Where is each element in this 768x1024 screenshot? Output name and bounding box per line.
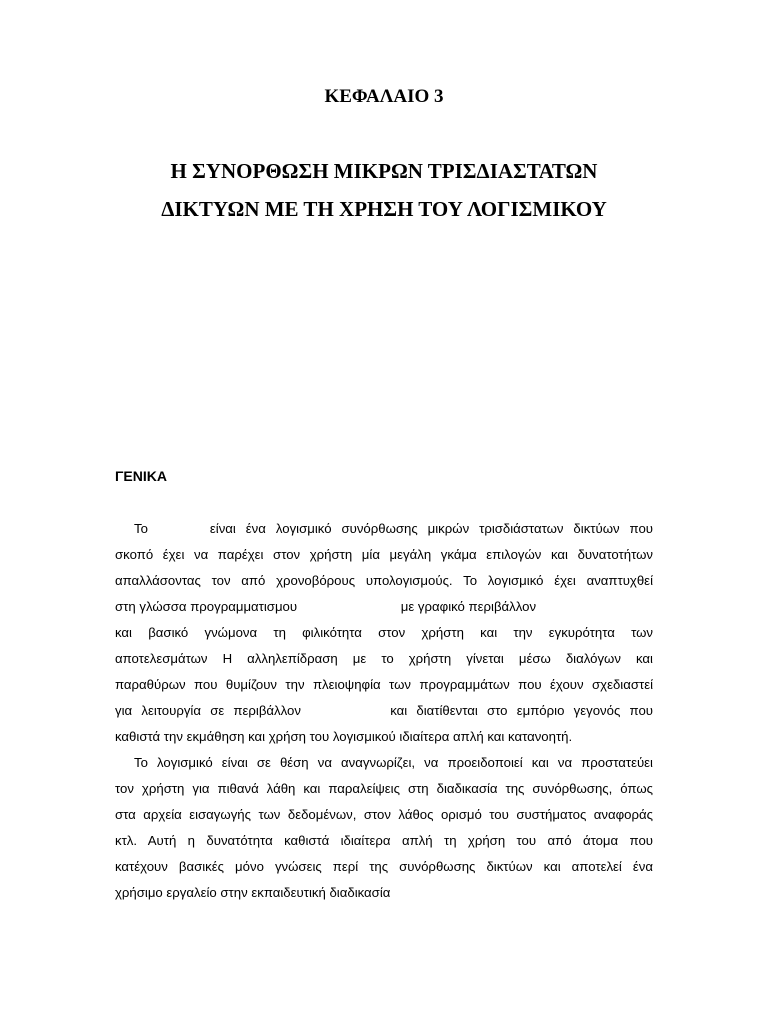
- paragraph-1-line-3: απαλλάσοντας τον από χρονοβόρους υπολογισμούς. Το λογισμικό έχει αναπτυχθεί: [115, 573, 653, 588]
- paragraph-1-line-4: [115, 594, 653, 620]
- text-span: και την εγκυρότητα των: [480, 625, 653, 640]
- text-span: Το: [134, 521, 148, 536]
- paragraph-2-line-1: Το λογισμικό είναι σε θέση να αναγνωρίζει, να προειδοποιεί και να προστατεύει: [134, 755, 653, 770]
- paragraph-1-line-6: αποτελεσμάτων Η αλληλεπίδραση με το χρήστη γίνεται μέσω διαλόγων και: [115, 651, 653, 666]
- paragraph-1-line-2: σκοπό έχει να παρέχει στον χρήστη μία μεγάλη γκάμα επιλογών και δυνατοτήτων: [115, 547, 653, 562]
- paragraph-2-line-4: κτλ. Αυτή η δυνατότητα καθιστά ιδιαίτερα απλή τη χρήση του από άτομα που: [115, 833, 653, 848]
- paragraph-1-line-9: καθιστά την εκμάθηση και χρήση του λογισμικού ιδιαίτερα απλή και κατανοητή.: [115, 729, 573, 744]
- paragraph-1-line-5: [115, 620, 653, 646]
- text-span: για λειτουργία σε περιβάλλον: [115, 703, 301, 718]
- body-text: [115, 516, 653, 906]
- text-span: με γραφικό περιβάλλον: [400, 599, 537, 614]
- paragraph-1-line-8: [115, 698, 653, 724]
- paragraph-2-line-6: χρήσιμο εργαλείο στην εκπαιδευτική διαδικασία: [115, 885, 391, 900]
- chapter-title: [0, 152, 768, 228]
- section-heading: ΓΕΝΙΚΑ: [115, 468, 167, 484]
- paragraph-1-line-1: [115, 516, 653, 542]
- text-span: και διατίθενται στο εμπόριο γεγονός που: [390, 703, 653, 718]
- text-span: είναι ένα λογισμικό συνόρθωσης μικρών τρισδιάστατων δικτύων που: [209, 521, 653, 536]
- chapter-title-line-1: Η ΣΥΝΟΡΘΩΣΗ ΜΙΚΡΩΝ ΤΡΙΣΔΙΑΣΤΑΤΩΝ: [170, 159, 598, 183]
- chapter-heading: ΚΕΦΑΛΑΙΟ 3: [324, 86, 444, 107]
- paragraph-2-line-2: τον χρήστη για πιθανά λάθη και παραλείψεις στη διαδικασία της συνόρθωσης, όπως: [115, 781, 653, 796]
- paragraph-2-line-5: κατέχουν βασικές μόνο γνώσεις περί της συνόρθωσης δικτύων και αποτελεί ένα: [115, 859, 653, 874]
- paragraph-1-line-7: παραθύρων που θυμίζουν την πλειοψηφία των προγραμμάτων που έχουν σχεδιαστεί: [115, 677, 653, 692]
- paragraph-2-line-3: στα αρχεία εισαγωγής των δεδομένων, στον λάθος ορισμό του συστήματος αναφοράς: [115, 807, 653, 822]
- text-span: στη γλώσσα προγραμματισμου: [115, 599, 298, 614]
- text-span: και βασικό γνώμονα τη φιλικότητα στον χρήστη: [115, 625, 464, 640]
- chapter-title-line-2: ΔΙΚΤΥΩΝ ΜΕ ΤΗ ΧΡΗΣΗ ΤΟΥ ΛΟΓΙΣΜΙΚΟΥ: [161, 197, 607, 221]
